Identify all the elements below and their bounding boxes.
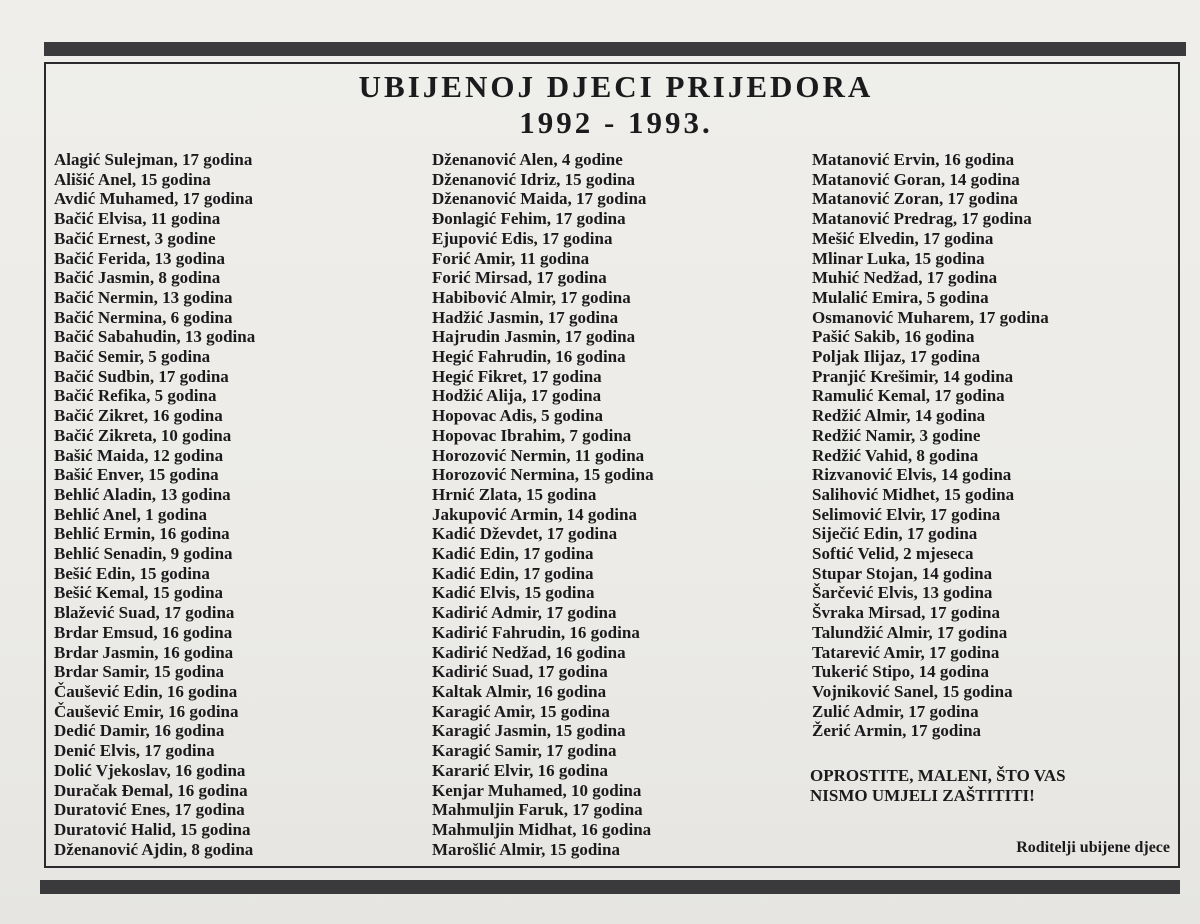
name-entry: Dolić Vjekoslav, 16 godina: [54, 760, 246, 780]
name-entry: Bačić Ferida, 13 godina: [54, 248, 225, 268]
name-entry: Tukerić Stipo, 14 godina: [812, 662, 989, 682]
name-entry: Rizvanović Elvis, 14 godina: [812, 465, 1012, 485]
name-entry: Tatarević Amir, 17 godina: [812, 642, 1000, 662]
memorial-title: UBIJENOJ DJECI PRIJEDORA: [358, 69, 874, 104]
name-entry: Bašić Maida, 12 godina: [54, 445, 224, 465]
name-entry: Hegić Fikret, 17 godina: [432, 366, 602, 386]
name-entry: Jakupović Armin, 14 godina: [432, 504, 637, 524]
name-entry: Šarčević Elvis, 13 godina: [812, 583, 993, 603]
name-entry: Redžić Vahid, 8 godina: [812, 445, 979, 465]
name-entry: Vojniković Sanel, 15 godina: [812, 681, 1013, 701]
name-entry: Bešić Edin, 15 godina: [54, 563, 210, 583]
name-entry: Kadirić Suad, 17 godina: [432, 662, 608, 682]
name-entry: Mešić Elvedin, 17 godina: [812, 228, 994, 248]
name-entry: Poljak Ilijaz, 17 godina: [812, 347, 981, 367]
name-entry: Blažević Suad, 17 godina: [54, 603, 235, 623]
name-entry: Hodžić Alija, 17 godina: [432, 386, 602, 406]
name-entry: Bešić Kemal, 15 godina: [54, 583, 224, 603]
name-entry: Brdar Jasmin, 16 godina: [54, 642, 234, 662]
name-entry: Bačić Sudbin, 17 godina: [54, 366, 229, 386]
name-entry: Karagić Amir, 15 godina: [432, 701, 610, 721]
name-entry: Karagić Jasmin, 15 godina: [432, 721, 626, 741]
name-entry: Brdar Samir, 15 godina: [54, 662, 225, 682]
name-entry: Karagić Samir, 17 godina: [432, 741, 617, 761]
name-entry: Hrnić Zlata, 15 godina: [432, 484, 597, 504]
name-entry: Dedić Damir, 16 godina: [54, 721, 225, 741]
name-entry: Horozović Nermina, 15 godina: [432, 465, 654, 485]
name-entry: Bašić Enver, 15 godina: [54, 465, 219, 485]
name-entry: Siječić Edin, 17 godina: [812, 524, 978, 544]
name-entry: Brdar Emsud, 16 godina: [54, 622, 233, 642]
name-entry: Ališić Anel, 15 godina: [54, 169, 211, 189]
name-entry: Behlić Anel, 1 godina: [54, 504, 208, 524]
name-entry: Dženanović Maida, 17 godina: [432, 189, 647, 209]
name-entry: Kadić Elvis, 15 godina: [432, 583, 595, 603]
name-entry: Osmanović Muharem, 17 godina: [812, 307, 1049, 327]
name-entry: Kadić Edin, 17 godina: [432, 544, 594, 564]
name-entry: Pašić Sakib, 16 godina: [812, 327, 975, 347]
name-entry: Pranjić Krešimir, 14 godina: [812, 366, 1014, 386]
name-entry: Bačić Sabahudin, 13 godina: [54, 327, 256, 347]
name-entry: Bačić Refika, 5 godina: [54, 386, 217, 406]
name-entry: Avdić Muhamed, 17 godina: [54, 189, 253, 209]
name-entry: Čaušević Emir, 16 godina: [54, 701, 239, 721]
name-entry: Hopovac Ibrahim, 7 godina: [432, 425, 632, 445]
name-entry: Behlić Aladin, 13 godina: [54, 484, 231, 504]
closing-line-1: OPROSTITE, MALENI, ŠTO VAS: [810, 766, 1066, 785]
name-entry: Kenjar Muhamed, 10 godina: [432, 780, 642, 800]
name-entry: Duračak Đemal, 16 godina: [54, 780, 248, 800]
name-entry: Forić Amir, 11 godina: [432, 248, 590, 268]
name-entry: Bačić Jasmin, 8 godina: [54, 268, 221, 288]
name-entry: Bačić Ernest, 3 godine: [54, 228, 216, 248]
name-entry: Zulić Admir, 17 godina: [812, 701, 979, 721]
name-entry: Hegić Fahrudin, 16 godina: [432, 347, 626, 367]
names-column-1: [54, 150, 255, 859]
name-entry: Kadirić Fahrudin, 16 godina: [432, 622, 640, 642]
name-entry: Matanović Predrag, 17 godina: [812, 209, 1032, 229]
name-entry: Čaušević Edin, 16 godina: [54, 681, 238, 701]
name-entry: Redžić Namir, 3 godine: [812, 425, 981, 445]
name-entry: Kadirić Admir, 17 godina: [432, 603, 617, 623]
name-entry: Denić Elvis, 17 godina: [54, 741, 215, 761]
memorial-years: 1992 - 1993.: [519, 105, 713, 140]
name-entry: Mahmuljin Faruk, 17 godina: [432, 800, 643, 820]
name-entry: Bačić Semir, 5 godina: [54, 347, 211, 367]
name-entry: Bačić Elvisa, 11 godina: [54, 209, 221, 229]
names-column-2: [432, 150, 654, 859]
name-entry: Kadić Dževdet, 17 godina: [432, 524, 618, 544]
name-entry: Alagić Sulejman, 17 godina: [54, 150, 253, 169]
name-entry: Bačić Nermina, 6 godina: [54, 307, 233, 327]
closing-line-2: NISMO UMJELI ZAŠTITITI!: [810, 786, 1035, 805]
name-entry: Dženanović Idriz, 15 godina: [432, 169, 636, 189]
name-entry: Đonlagić Fehim, 17 godina: [432, 209, 626, 229]
name-entry: Matanović Ervin, 16 godina: [812, 150, 1015, 169]
name-entry: Behlić Senadin, 9 godina: [54, 544, 233, 564]
closing-message: [810, 766, 1066, 806]
name-entry: Stupar Stojan, 14 godina: [812, 563, 993, 583]
name-entry: Talundžić Almir, 17 godina: [812, 622, 1008, 642]
name-entry: Bačić Zikret, 16 godina: [54, 406, 223, 426]
name-entry: Selimović Elvir, 17 godina: [812, 504, 1001, 524]
name-entry: Hadžić Jasmin, 17 godina: [432, 307, 619, 327]
name-entry: Redžić Almir, 14 godina: [812, 406, 986, 426]
name-entry: Salihović Midhet, 15 godina: [812, 484, 1015, 504]
name-entry: Kaltak Almir, 16 godina: [432, 681, 607, 701]
name-entry: Kadić Edin, 17 godina: [432, 563, 594, 583]
name-entry: Hopovac Adis, 5 godina: [432, 406, 603, 426]
bottom-rule: [40, 880, 1180, 894]
name-entry: Kararić Elvir, 16 godina: [432, 760, 608, 780]
name-entry: Ramulić Kemal, 17 godina: [812, 386, 1005, 406]
name-entry: Matanović Zoran, 17 godina: [812, 189, 1018, 209]
name-entry: Švraka Mirsad, 17 godina: [812, 603, 1000, 623]
name-entry: Ejupović Edis, 17 godina: [432, 228, 613, 248]
signature: Roditelji ubijene djece: [1016, 839, 1170, 856]
name-entry: Forić Mirsad, 17 godina: [432, 268, 607, 288]
name-entry: Žerić Armin, 17 godina: [812, 721, 982, 741]
name-entry: Hajrudin Jasmin, 17 godina: [432, 327, 636, 347]
name-entry: Habibović Almir, 17 godina: [432, 287, 631, 307]
name-entry: Kadirić Nedžad, 16 godina: [432, 642, 626, 662]
name-entry: Mahmuljin Midhat, 16 godina: [432, 819, 652, 839]
name-entry: Duratović Halid, 15 godina: [54, 819, 251, 839]
name-entry: Dženanović Alen, 4 godine: [432, 150, 623, 169]
names-column-3: [812, 150, 1049, 741]
name-entry: Dženanović Ajdin, 8 godina: [54, 839, 254, 859]
name-entry: Bačić Zikreta, 10 godina: [54, 425, 232, 445]
name-entry: Softić Velid, 2 mjeseca: [812, 544, 974, 564]
name-entry: Bačić Nermin, 13 godina: [54, 287, 233, 307]
name-entry: Horozović Nermin, 11 godina: [432, 445, 645, 465]
name-entry: Mulalić Emira, 5 godina: [812, 287, 989, 307]
name-entry: Muhić Nedžad, 17 godina: [812, 268, 998, 288]
name-entry: Duratović Enes, 17 godina: [54, 800, 245, 820]
name-entry: Matanović Goran, 14 godina: [812, 169, 1020, 189]
name-entry: Marošlić Almir, 15 godina: [432, 839, 620, 859]
name-entry: Behlić Ermin, 16 godina: [54, 524, 230, 544]
name-entry: Mlinar Luka, 15 godina: [812, 248, 985, 268]
top-rule: [44, 42, 1186, 56]
